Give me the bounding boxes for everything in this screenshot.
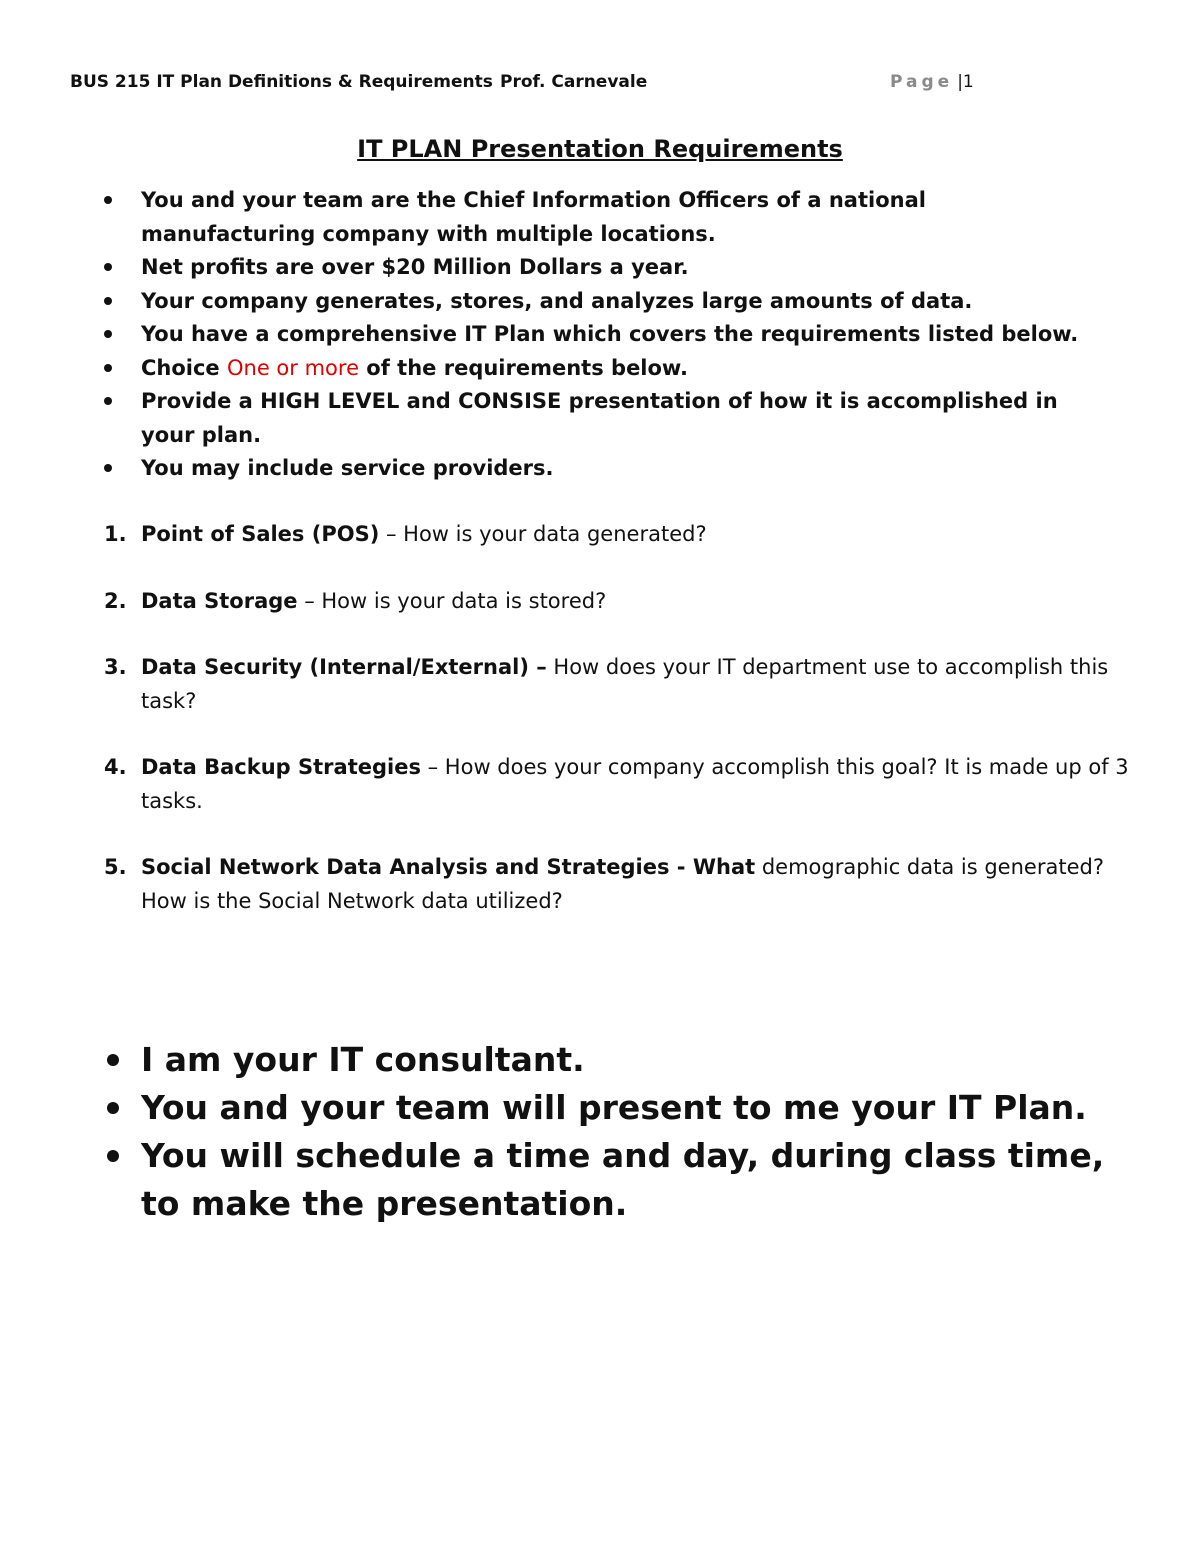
closing-bullet-list [100,1036,1140,1228]
requirement-number: 4. [104,755,127,779]
bullet-item [100,184,1100,251]
requirement-item [104,518,1144,552]
requirement-label: Point of Sales (POS) [141,522,380,546]
bullet-icon [104,397,112,405]
bullet-text: Net profits are over $20 Million Dollars a year. [141,255,689,279]
closing-item [100,1084,1140,1132]
page-header [70,72,1000,98]
bullet-icon [104,364,112,372]
requirement-number: 3. [104,655,127,679]
bullet-text: Your company generates, stores, and analyzes large amounts of data. [141,288,973,313]
requirement-label: Data Backup Strategies [141,755,421,779]
bullet-icon [107,1150,119,1162]
bullet-item [100,385,1100,452]
bullet-text-before: Choice [141,355,227,380]
requirement-label: Data Security (Internal/External) – [141,655,547,679]
header-professor: Prof. Carnevale [500,72,648,92]
requirement-label: Data Storage [141,588,298,613]
bullet-icon [107,1054,119,1066]
requirement-item [104,851,1144,918]
requirement-description: – How does your company accomplish this goal? It is made up of 3 tasks. [141,755,1129,813]
bullet-icon [104,297,112,305]
requirement-number: 2. [104,588,127,613]
bullet-item [100,452,1100,486]
requirement-description: How does your IT department use to accomplish this task? [141,655,1109,713]
closing-text: You will schedule a time and day, during class time, to make the presentation. [141,1136,1105,1223]
bullet-icon [107,1102,119,1114]
bullet-item [100,318,1100,352]
requirement-item [104,751,1144,818]
bullet-icon [104,196,112,204]
requirement-description: – How is your data generated? [379,522,707,546]
context-bullet-list [100,184,1100,486]
requirement-number: 1. [104,522,127,546]
document-title: IT PLAN Presentation Requirements [357,135,843,163]
header-page-word: Page [890,72,954,92]
requirements-list [104,518,1144,951]
header-page-no: 1 [962,72,974,92]
requirement-number: 5. [104,855,127,879]
bullet-icon [104,330,112,338]
requirement-label: Social Network Data Analysis and Strategies - What [141,855,756,879]
bullet-highlight-text: One or more [227,355,359,380]
bullet-item [100,251,1100,285]
closing-item [100,1036,1140,1084]
bullet-item [100,352,1100,386]
bullet-text: Provide a HIGH LEVEL and CONSISE presentation of how it is accomplished in your plan. [141,389,1058,447]
requirement-item [104,585,1144,619]
bullet-item [100,285,1100,319]
header-course-title: BUS 215 IT Plan Definitions & Requirements [70,72,493,92]
bullet-text: You have a comprehensive IT Plan which covers the requirements listed below. [141,322,1079,346]
closing-text: You and your team will present to me your IT Plan. [141,1088,1087,1127]
bullet-text-after: of the requirements below. [359,355,688,380]
bullet-text: You and your team are the Chief Information Officers of a national manufacturing company with multiple locations. [141,188,926,246]
bullet-text: You may include service providers. [141,456,554,480]
requirement-item [104,651,1144,718]
requirement-description: – How is your data is stored? [297,588,607,613]
closing-item [100,1132,1140,1228]
bullet-icon [104,464,112,472]
bullet-icon [104,263,112,271]
closing-text: I am your IT consultant. [141,1040,585,1079]
header-page-separator: | [957,72,963,92]
requirement-description: demographic data is generated? How is the Social Network data utilized? [141,855,1104,913]
header-page-number [890,72,974,92]
